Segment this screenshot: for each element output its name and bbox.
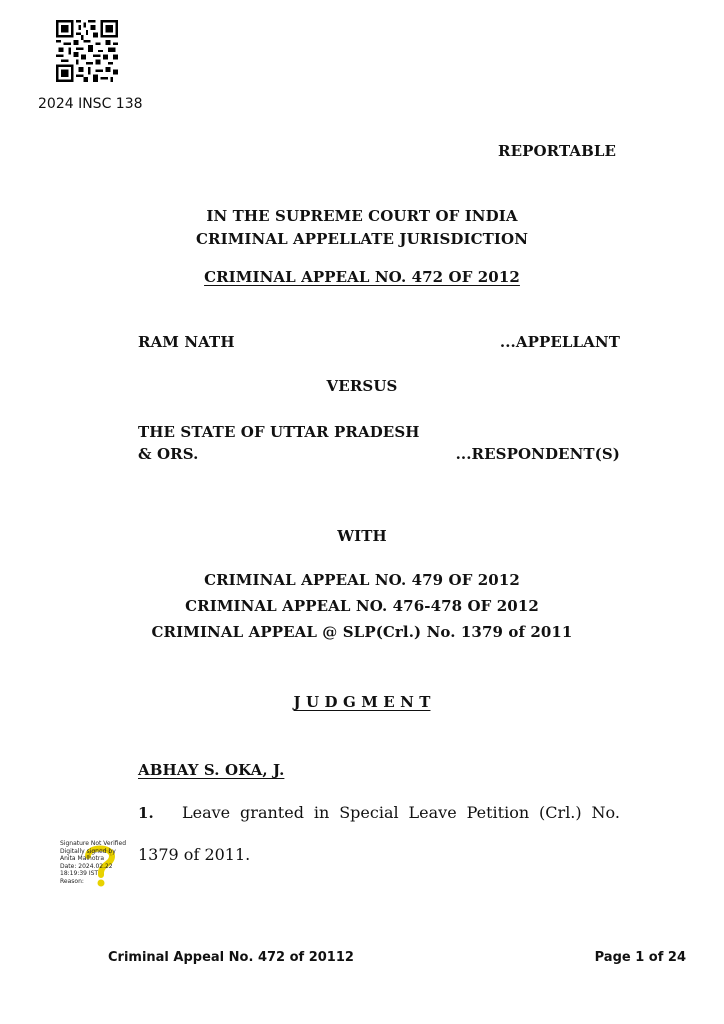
qr-code-icon (56, 20, 118, 82)
signature-line: Digitally signed by (60, 847, 116, 855)
case-number: CRIMINAL APPEAL NO. 472 OF 2012 (204, 268, 520, 286)
connected-appeal: CRIMINAL APPEAL NO. 476-478 OF 2012 (185, 597, 539, 615)
jurisdiction: CRIMINAL APPELLATE JURISDICTION (195, 230, 529, 248)
connected-appeal: CRIMINAL APPEAL NO. 479 OF 2012 (204, 571, 520, 589)
respondent-role: ...RESPONDENT(S) (455, 445, 620, 463)
judgment-heading: J U D G M E N T (293, 693, 431, 711)
respondent-name-line2: & ORS. (138, 445, 199, 463)
with-label: WITH (337, 527, 387, 545)
connected-appeal: CRIMINAL APPEAL @ SLP(Crl.) No. 1379 of 2011 (151, 623, 573, 641)
reportable-label: REPORTABLE (498, 142, 617, 160)
signature-line: Signature Not Verified (60, 840, 127, 847)
signature-line: Anita Malhotra (60, 855, 105, 863)
footer-page-number: Page 1 of 24 (594, 950, 686, 965)
neutral-citation: 2024 INSC 138 (38, 96, 143, 112)
versus-label: VERSUS (326, 377, 398, 395)
paragraph-text-line1: Leave granted in Special Leave Petition (Crl.) No. (182, 803, 620, 822)
signature-line: Date: 2024.02.22 (60, 862, 113, 870)
footer-case-number: Criminal Appeal No. 472 of 20112 (108, 950, 354, 965)
appellant-name: RAM NATH (138, 333, 235, 351)
signature-line: 18:19:39 IST (60, 870, 99, 878)
court-name: IN THE SUPREME COURT OF INDIA (206, 207, 518, 225)
judge-name: ABHAY S. OKA, J. (138, 761, 285, 779)
paragraph-number: 1. (138, 804, 154, 822)
respondent-name-line1: THE STATE OF UTTAR PRADESH (138, 423, 420, 441)
paragraph-text-line2: 1379 of 2011. (138, 845, 251, 864)
signature-line: Reason: (60, 877, 84, 885)
appellant-role: ...APPELLANT (499, 333, 620, 351)
digital-signature-stamp (60, 840, 130, 888)
